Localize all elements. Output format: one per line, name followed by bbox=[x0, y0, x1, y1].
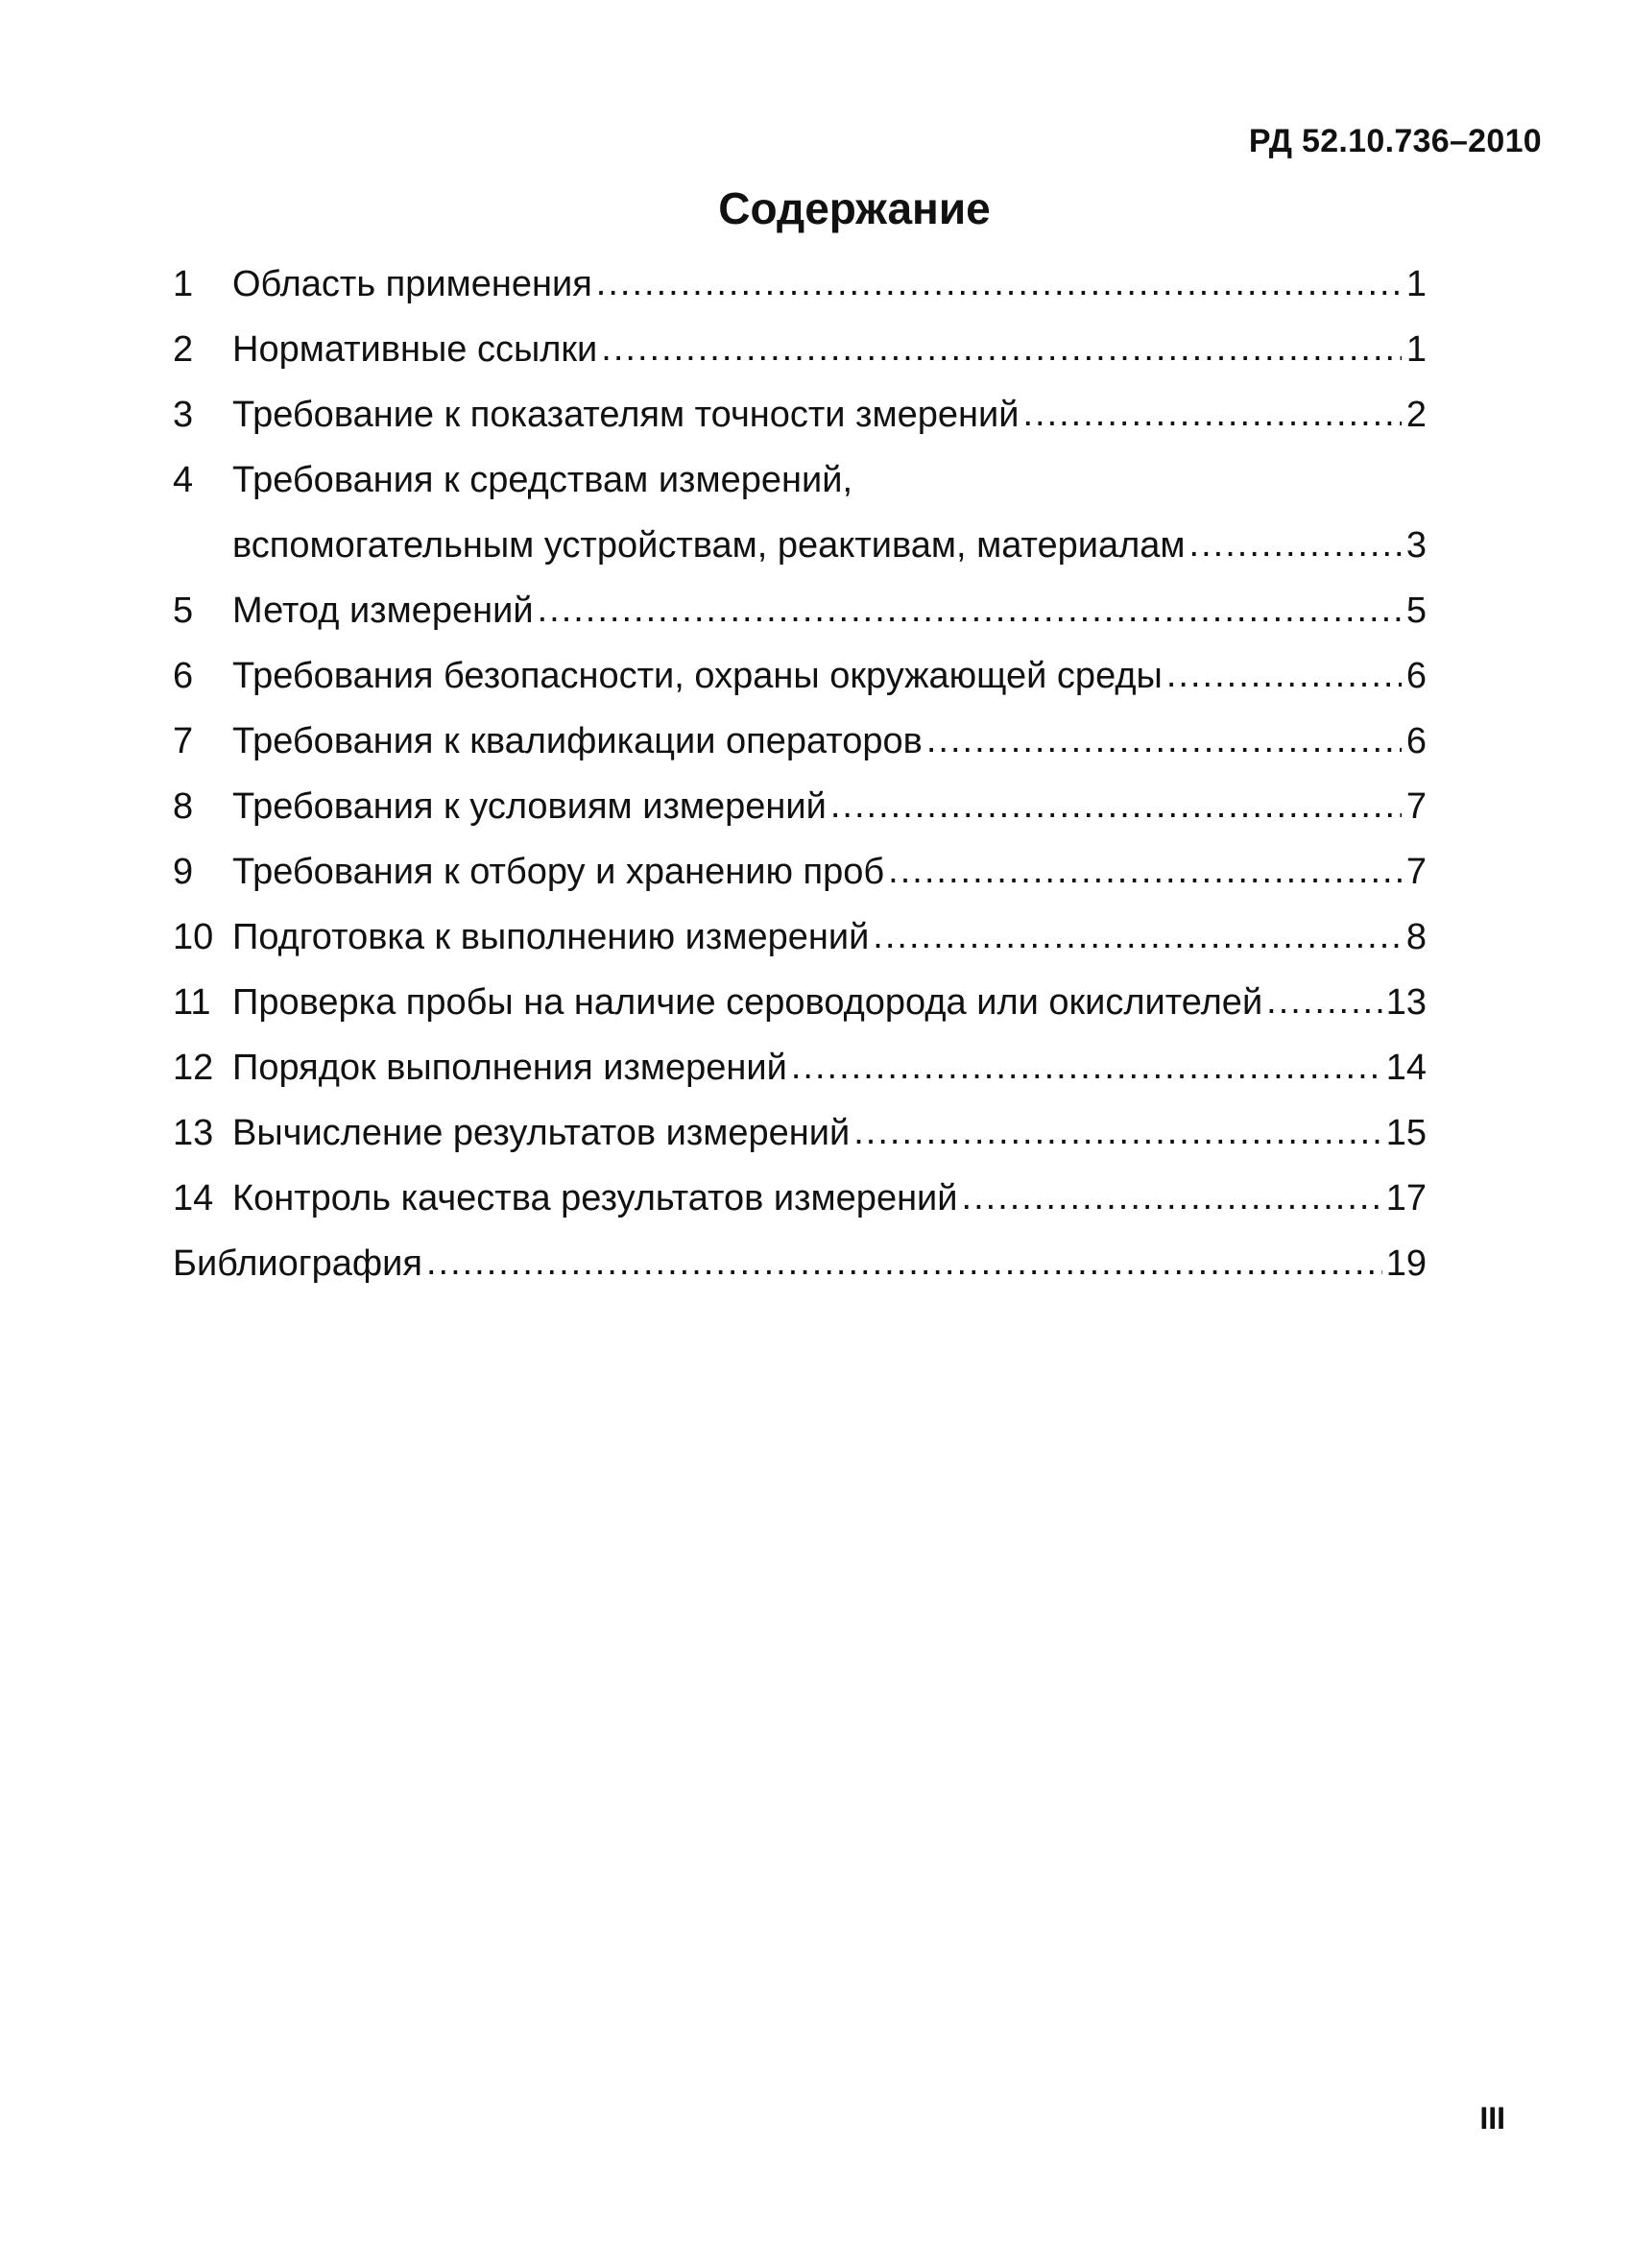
table-of-contents bbox=[173, 252, 1427, 1296]
toc-item-number: 4 bbox=[173, 459, 194, 500]
toc-item-bibliography[interactable] bbox=[173, 1231, 1427, 1296]
toc-item-number: 7 bbox=[173, 720, 194, 761]
toc-item-6[interactable] bbox=[173, 643, 1427, 709]
toc-item-page: 6 bbox=[1405, 720, 1427, 761]
toc-item-page: 6 bbox=[1405, 655, 1427, 696]
toc-item-label: Нормативные ссылки bbox=[232, 328, 598, 370]
toc-item-5[interactable] bbox=[173, 578, 1427, 643]
toc-item-page: 14 bbox=[1385, 1047, 1427, 1088]
toc-item-1[interactable] bbox=[173, 252, 1427, 317]
toc-dot-leader bbox=[830, 786, 1402, 827]
toc-item-11[interactable] bbox=[173, 970, 1427, 1035]
toc-item-page: 3 bbox=[1405, 524, 1427, 566]
toc-item-label: Проверка пробы на наличие сероводорода или окислителей bbox=[232, 981, 1263, 1023]
toc-item-label: Метод измерений bbox=[232, 590, 534, 631]
toc-item-number: 11 bbox=[173, 981, 211, 1023]
toc-item-label: Требования к квалификации операторов bbox=[232, 720, 923, 761]
toc-dot-leader bbox=[1166, 656, 1402, 696]
toc-dot-leader bbox=[601, 329, 1402, 370]
toc-dot-leader bbox=[1189, 525, 1402, 566]
toc-title: Содержание bbox=[718, 183, 991, 233]
toc-item-9[interactable] bbox=[173, 839, 1427, 905]
toc-item-label: Требования к средствам измерений, bbox=[232, 459, 852, 500]
toc-item-number: 8 bbox=[173, 785, 194, 827]
toc-item-4[interactable] bbox=[173, 447, 1427, 513]
toc-dot-leader bbox=[1266, 982, 1382, 1023]
toc-item-page: 7 bbox=[1405, 851, 1427, 892]
toc-item-label: Требования к отбору и хранению проб bbox=[232, 851, 885, 892]
toc-dot-leader bbox=[1022, 395, 1402, 435]
toc-item-label: Требования к условиям измерений bbox=[232, 785, 827, 827]
toc-item-number: 9 bbox=[173, 851, 194, 892]
toc-dot-leader bbox=[888, 852, 1402, 892]
toc-item-page: 15 bbox=[1385, 1112, 1427, 1153]
toc-item-14[interactable] bbox=[173, 1166, 1427, 1231]
toc-dot-leader bbox=[853, 1113, 1381, 1153]
toc-item-number: 14 bbox=[173, 1177, 214, 1218]
toc-item-page: 2 bbox=[1405, 394, 1427, 435]
toc-item-number: 13 bbox=[173, 1112, 214, 1153]
toc-item-number: 12 bbox=[173, 1047, 214, 1088]
toc-item-label-continued: вспомогательным устройствам, реактивам, материалам bbox=[232, 524, 1186, 566]
toc-dot-leader bbox=[538, 591, 1402, 631]
toc-item-number: 2 bbox=[173, 328, 194, 370]
toc-item-label: Требования безопасности, охраны окружающей среды bbox=[232, 655, 1163, 696]
toc-item-2[interactable] bbox=[173, 317, 1427, 382]
document-code: РД 52.10.736–2010 bbox=[1248, 123, 1542, 159]
page-number: III bbox=[1479, 2101, 1505, 2135]
toc-item-label: Вычисление результатов измерений bbox=[232, 1112, 851, 1153]
toc-item-page: 19 bbox=[1385, 1243, 1427, 1284]
toc-item-4-continued[interactable] bbox=[173, 513, 1427, 578]
toc-item-13[interactable] bbox=[173, 1100, 1427, 1166]
toc-dot-leader bbox=[873, 917, 1402, 957]
toc-item-label: Подготовка к выполнению измерений bbox=[232, 916, 870, 957]
toc-item-page: 5 bbox=[1405, 590, 1427, 631]
toc-item-label: Библиография bbox=[173, 1243, 422, 1284]
toc-item-number: 6 bbox=[173, 655, 194, 696]
toc-dot-leader bbox=[926, 721, 1402, 761]
toc-item-page: 1 bbox=[1405, 328, 1427, 370]
toc-item-label: Контроль качества результатов измерений bbox=[232, 1177, 958, 1218]
toc-dot-leader bbox=[596, 264, 1402, 304]
toc-item-page: 8 bbox=[1405, 916, 1427, 957]
toc-item-page: 13 bbox=[1385, 981, 1427, 1023]
toc-item-number: 3 bbox=[173, 394, 194, 435]
toc-item-8[interactable] bbox=[173, 774, 1427, 839]
toc-item-12[interactable] bbox=[173, 1035, 1427, 1100]
toc-item-number: 10 bbox=[173, 916, 214, 957]
toc-dot-leader bbox=[791, 1048, 1382, 1088]
toc-item-3[interactable] bbox=[173, 382, 1427, 447]
toc-dot-leader bbox=[426, 1243, 1382, 1284]
toc-item-10[interactable] bbox=[173, 905, 1427, 970]
toc-item-page: 1 bbox=[1405, 263, 1427, 304]
toc-item-number: 1 bbox=[173, 263, 194, 304]
toc-item-label: Порядок выполнения измерений bbox=[232, 1047, 787, 1088]
toc-item-number: 5 bbox=[173, 590, 194, 631]
toc-item-label: Область применения bbox=[232, 263, 592, 304]
toc-item-label: Требование к показателям точности змерений bbox=[232, 394, 1020, 435]
toc-item-page: 17 bbox=[1385, 1177, 1427, 1218]
toc-item-page: 7 bbox=[1405, 785, 1427, 827]
toc-item-7[interactable] bbox=[173, 709, 1427, 774]
toc-dot-leader bbox=[962, 1178, 1382, 1218]
